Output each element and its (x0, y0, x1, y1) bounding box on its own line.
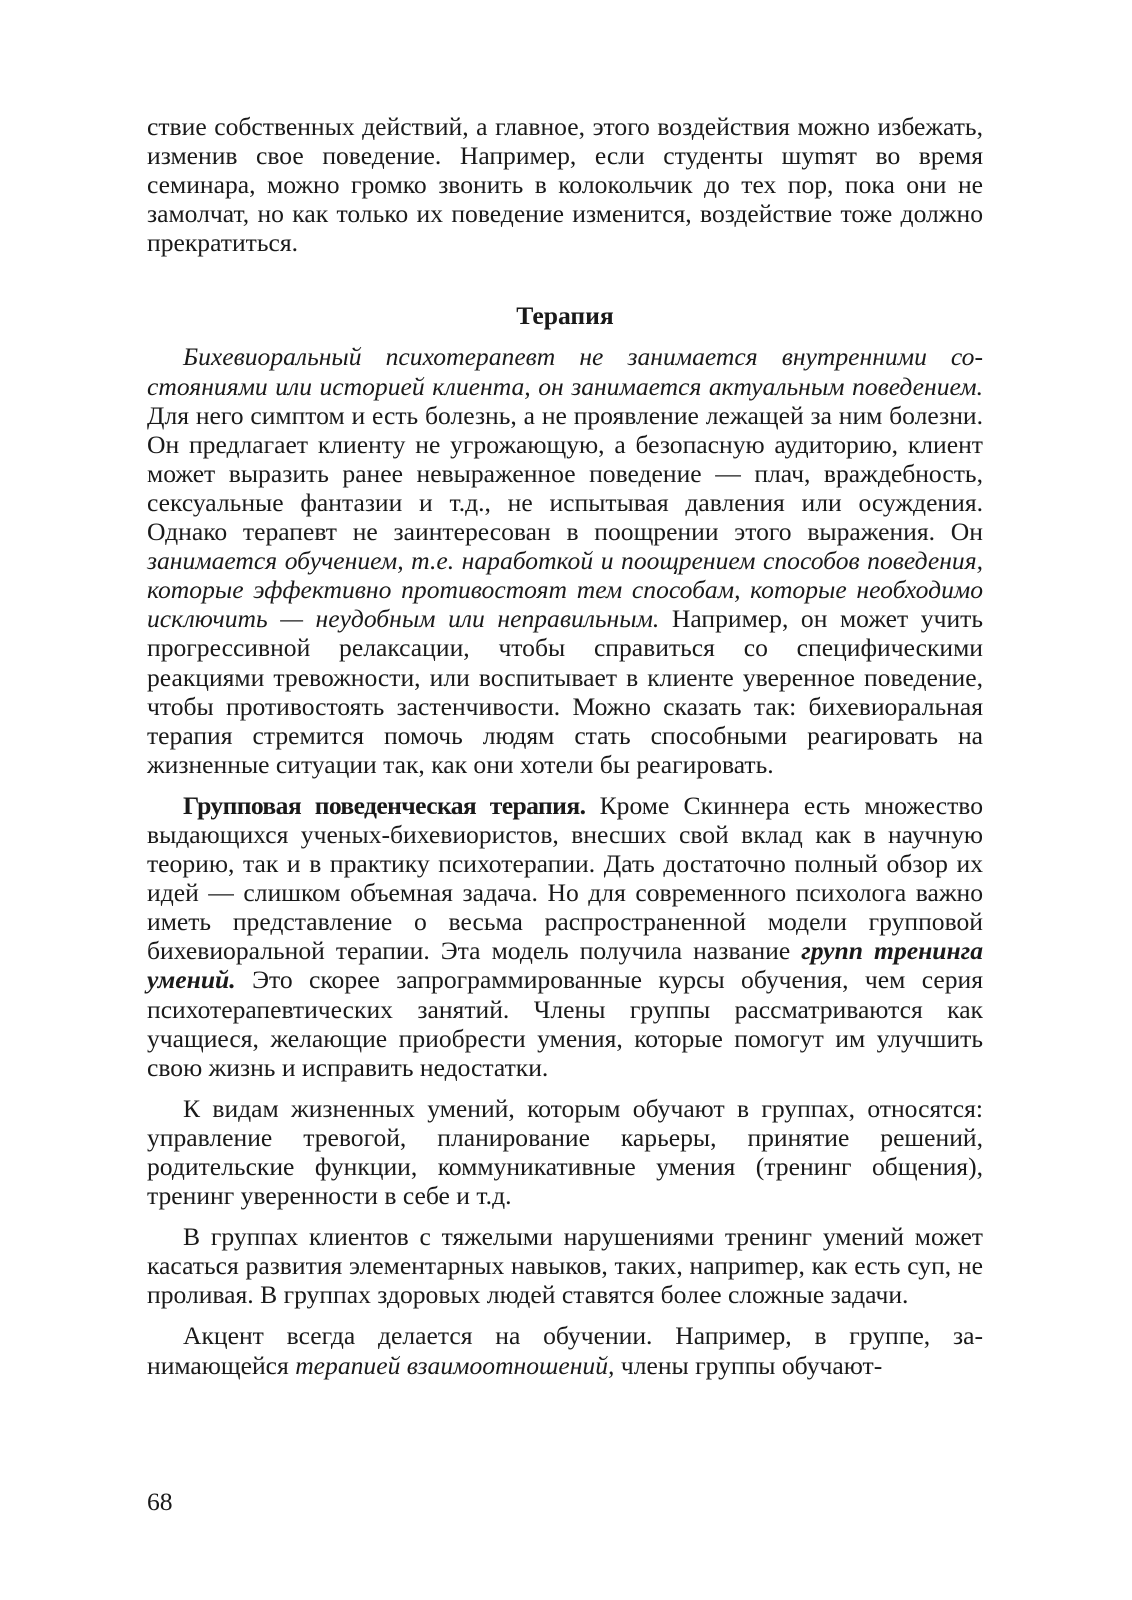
paragraph-accent (147, 1321, 983, 1379)
bold-italic-term: групп тренинга умений. (147, 936, 983, 995)
paragraph-text: члены группы обучают- (614, 1350, 883, 1380)
paragraph-therapy (147, 342, 983, 778)
page-number: 68 (147, 1487, 173, 1516)
bold-run-in-heading: Групповая поведенческая терапия. (183, 790, 586, 820)
section-heading: Терапия (516, 301, 614, 331)
paragraph-continuation: ствие собственных действий, а главное, этого воздействия можно избежать, изменив свое поведение. Например, если студенты шуmят во время семинара, можно громко звонить в колокольчик до тех пор, пока они не замолчат, но как только их поведение изменится, воздействие тоже должно прекратиться. (147, 112, 983, 258)
paragraph-severe-clients: В группах клиентов с тяжелыми нарушениями тренинг умений может касаться развития элементарных навыков, таких, наприmер, как есть суп, не проливая. В группах здоровых людей ставятся более сложные задачи. (147, 1222, 983, 1310)
paragraph-group-therapy (147, 791, 983, 1082)
paragraph-life-skills: К видам жизненных умений, которым обучают в группах, относятся: управление тревогой, планирование карьеры, принятие решений, родительские функции, коммуникативные умения (тренинг общения), тренинг уверенности в себе и т.д. (147, 1093, 983, 1211)
italic-emphasis: занимается обучением, т.е. наработкой и поощрением способов поведения, которые эффективно противостоят тем способам, которые необходимо исключить — неудобным или неправильным. (147, 546, 983, 634)
paragraph-text: Акцент всегда делается на обучении. Например, в группе, занимающейся (147, 1321, 983, 1380)
page-body (147, 112, 983, 1380)
paragraph-text: Кроме Скиннера есть множество выдающихся ученых-бихевиористов, внесших свой вклад как в научную теорию, так и в практику психотерапии. Дать достаточно полный обзор их идей — слишком объемная задача. Но для современного психолога важно иметь представление о весьма распространенной модели групповой бихевиоральной терапии. Эта модель получила название (147, 790, 983, 966)
paragraph-text: Например, он может учить прогрессивной релаксации, чтобы справиться со специфическими реакциями тревожности, или воспитывает в клиенте уверенное поведение, чтобы противостоять застенчивости. Можно сказать так: бихевиоральная терапия стремится помочь людям стать способными реагировать на жизненные ситуации так, как они хотели бы реагировать. (147, 604, 983, 779)
italic-emphasis: Бихевиоральный психотерапевт не занимается внутренними состояниями или историей клиента, он занимается актуальным поведением. (147, 342, 983, 401)
paragraph-text: Это скорее запрограммированные курсы обучения, чем серия психотерапевтических занятий. Члены группы рассматриваются как учащиеся, желающие приобрести умения, которые помогут им улучшить свою жизнь и исправить недостатки. (147, 965, 983, 1082)
italic-emphasis: терапией взаимоотношений, (295, 1350, 615, 1380)
paragraph-text: Для него симптом и есть болезнь, а не проявление лежащей за ним болезни. Он предлагает клиенту не угрожающую, а безопасную аудиторию, клиент может выразить ранее невыраженное поведение — плач, враждебность, сексуальные фантазии и т.д., не испытывая давления или осуждения. Однако терапевт не заинтересован в поощрении этого выражения. Он (147, 400, 983, 547)
